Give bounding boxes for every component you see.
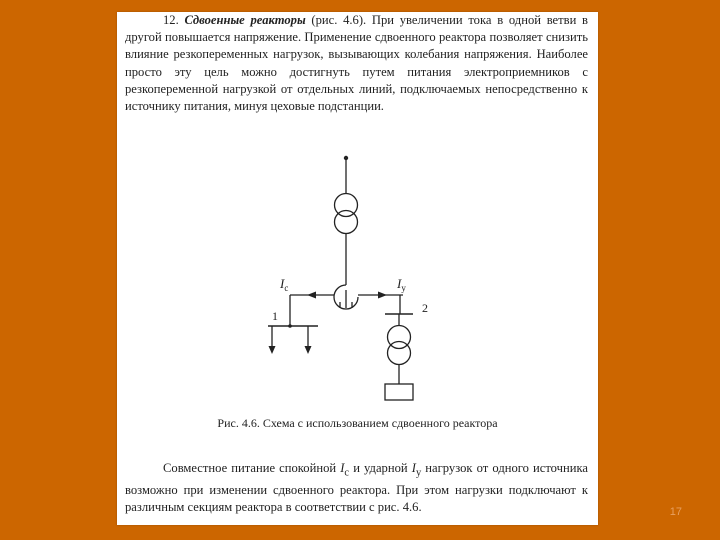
reactor-schematic (117, 12, 598, 412)
label-1: 1 (272, 309, 278, 323)
load-1a-arrow (269, 346, 276, 354)
label-ic: $I_с$ (280, 276, 289, 293)
outro-paragraph: Совместное питание спокойной $I_с$ и ударной $I_у$ нагрузок от одного источника возможно при изменении сдвоенного реактора. При этом нагрузки подключают к различным секциям реактора в соответствии с рис. 4.6. (125, 461, 588, 514)
figure-caption: Рис. 4.6. Схема с использованием сдвоенного реактора (217, 416, 498, 430)
bus-1-node (288, 324, 292, 328)
load-transformer-lower-winding (388, 342, 411, 365)
load-box (385, 384, 413, 400)
label-iy: $I_у$ (397, 276, 406, 293)
source-transformer-lower-winding (335, 211, 358, 234)
intro-text: (рис. 4.6). При увеличении тока в одной ветви в другой повышается напряжение. Применение сдвоенного реактора позволяет снизить влияние резкопеременных нагрузок, вызывающих колебания напряжения. Наиболее просто эту цель можно достигнуть путем питания электроприемников с резкопеременной нагрузкой от отдельных линий, подключаемых непосредственно к источнику питания, минуя цеховые подстанции. (125, 13, 588, 114)
section-number: 12. (163, 13, 179, 27)
ic-arrow (307, 292, 316, 299)
slide-number: 17 (669, 506, 682, 518)
supply-node (344, 156, 348, 160)
label-2: 2 (422, 301, 428, 315)
iy-arrow (378, 292, 387, 299)
document-page (117, 12, 598, 525)
load-1b-arrow (305, 346, 312, 354)
section-title: Сдвоенные реакторы (184, 13, 306, 27)
